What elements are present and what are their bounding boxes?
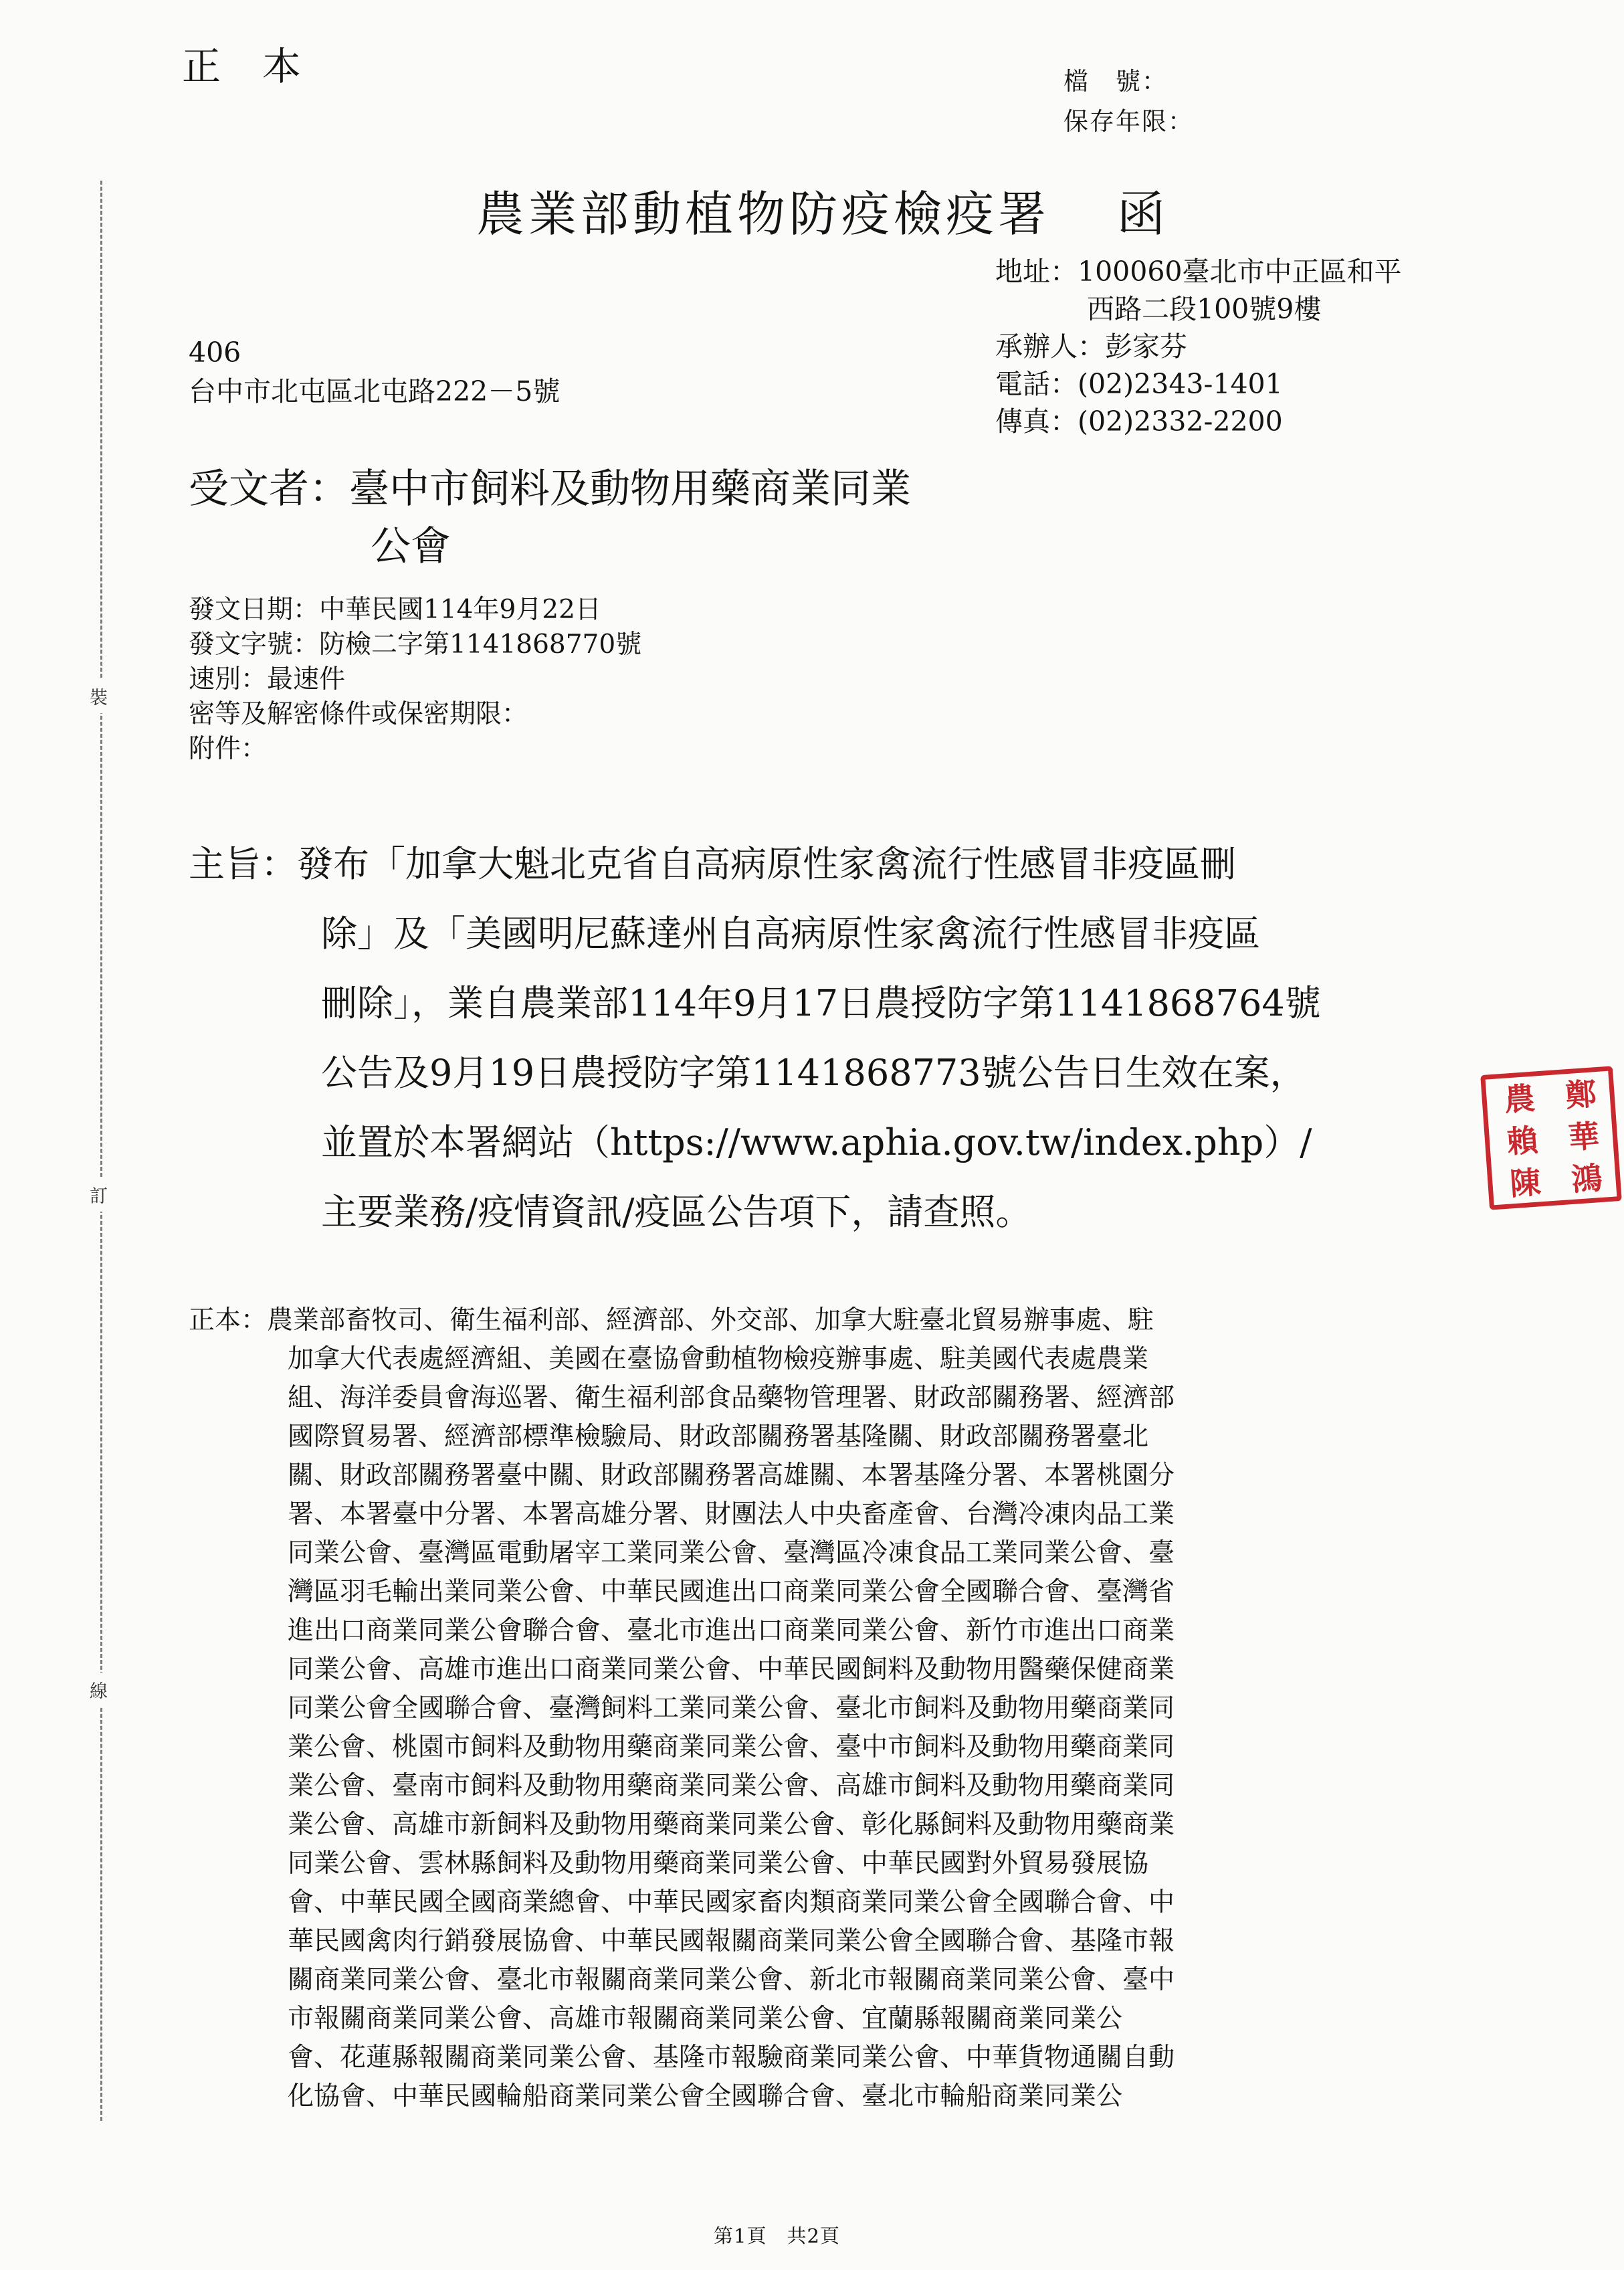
distribution-line: 業公會、桃園市飼料及動物用藥商業同業公會、臺中市飼料及動物用藥商業同 bbox=[288, 1732, 1175, 1762]
copy-label: 正本 bbox=[182, 43, 343, 89]
distribution-line: 正本：農業部畜牧司、衛生福利部、經濟部、外交部、加拿大駐臺北貿易辦事處、駐 bbox=[189, 1305, 1154, 1335]
speed-class: 速別：最速件 bbox=[189, 664, 346, 694]
page-footer: 第1頁 共2頁 bbox=[714, 2225, 840, 2247]
sender-contact bbox=[995, 253, 1402, 440]
secrecy-level: 密等及解密條件或保密期限： bbox=[189, 699, 528, 729]
distribution-list bbox=[189, 1301, 1175, 2116]
subject-line: 除」及「美國明尼蘇達州自高病原性家禽流行性感冒非疫區 bbox=[321, 913, 1260, 955]
handler: 承辦人：彭家芬 bbox=[995, 330, 1187, 363]
subject-line: 刪除」，業自農業部114年9月17日農授防字第1141868764號 bbox=[321, 982, 1321, 1024]
distribution-line: 同業公會、高雄市進出口商業同業公會、中華民國飼料及動物用醫藥保健商業 bbox=[288, 1654, 1175, 1685]
seal-char: 鄭 bbox=[1559, 1077, 1599, 1111]
recipient-line2: 公會 bbox=[371, 523, 451, 570]
distribution-line: 華民國禽肉行銷發展協會、中華民國報關商業同業公會全國聯合會、基隆市報 bbox=[288, 1926, 1175, 1956]
distribution-line: 進出口商業同業公會聯合會、臺北市進出口商業同業公會、新竹市進出口商業 bbox=[288, 1616, 1175, 1646]
binding-mark-xian: 線 bbox=[88, 1673, 109, 1707]
distribution-line: 灣區羽毛輸出業同業公會、中華民國進出口商業同業公會全國聯合會、臺灣省 bbox=[288, 1577, 1175, 1607]
attachment: 附件： bbox=[189, 734, 268, 764]
fax: 傳真：(02)2332-2200 bbox=[995, 405, 1283, 438]
subject-line: 並置於本署網站（https://www.aphia.gov.tw/index.php）/ bbox=[321, 1121, 1312, 1163]
subject-line: 公告及9月19日農授防字第1141868773號公告日生效在案， bbox=[321, 1052, 1306, 1094]
recipient-address bbox=[189, 333, 560, 411]
distribution-line: 業公會、臺南市飼料及動物用藥商業同業公會、高雄市飼料及動物用藥商業同 bbox=[288, 1771, 1175, 1801]
seal-char: 陳 bbox=[1504, 1165, 1543, 1199]
recipient-line1: 受文者：臺中市飼料及動物用藥商業同業 bbox=[189, 466, 911, 512]
sender-address-line2: 西路二段100號9樓 bbox=[1087, 293, 1322, 325]
file-meta bbox=[1063, 62, 1194, 142]
distribution-line: 會、花蓮縣報關商業同業公會、基隆市報驗商業同業公會、中華貨物通關自動 bbox=[288, 2043, 1175, 2073]
recipient bbox=[189, 460, 911, 575]
phone: 電話：(02)2343-1401 bbox=[995, 368, 1283, 400]
seal-char: 賴 bbox=[1501, 1123, 1540, 1157]
distribution-line: 署、本署臺中分署、本署高雄分署、財團法人中央畜產會、台灣冷凍肉品工業 bbox=[288, 1499, 1175, 1529]
subject-block bbox=[189, 830, 1321, 1247]
distribution-line: 關商業同業公會、臺北市報關商業同業公會、新北市報關商業同業公會、臺中 bbox=[288, 1965, 1175, 1995]
distribution-line: 關、財政部關務署臺中關、財政部關務署高雄關、本署基隆分署、本署桃園分 bbox=[288, 1460, 1175, 1491]
distribution-line: 國際貿易署、經濟部標準檢驗局、財政部關務署基隆關、財政部關務署臺北 bbox=[288, 1422, 1149, 1452]
file-number-label: 檔 號： bbox=[1063, 67, 1168, 96]
distribution-line: 同業公會、雲林縣飼料及動物用藥商業同業公會、中華民國對外貿易發展協 bbox=[288, 1849, 1149, 1879]
distribution-line: 市報關商業同業公會、高雄市報關商業同業公會、宜蘭縣報關商業同業公 bbox=[288, 2004, 1123, 2034]
distribution-line: 同業公會、臺灣區電動屠宰工業同業公會、臺灣區冷凍食品工業同業公會、臺 bbox=[288, 1538, 1175, 1568]
document-number: 發文字號：防檢二字第1141868770號 bbox=[189, 630, 642, 660]
seal-char: 鴻 bbox=[1565, 1161, 1604, 1195]
distribution-line: 業公會、高雄市新飼料及動物用藥商業同業公會、彰化縣飼料及動物用藥商業 bbox=[288, 1810, 1175, 1840]
distribution-line: 會、中華民國全國商業總會、中華民國家畜肉類商業同業公會全國聯合會、中 bbox=[288, 1887, 1175, 1917]
postal-code: 406 bbox=[189, 337, 241, 369]
distribution-line: 化協會、中華民國輪船商業同業公會全國聯合會、臺北市輪船商業同業公 bbox=[288, 2081, 1123, 2111]
sender-address-line1: 地址：100060臺北市中正區和平 bbox=[995, 256, 1402, 288]
binding-line bbox=[100, 181, 102, 2121]
issue-date: 發文日期：中華民國114年9月22日 bbox=[189, 595, 601, 625]
subject-line: 主旨：發布「加拿大魁北克省自高病原性家禽流行性感冒非疫區刪 bbox=[189, 843, 1236, 885]
distribution-line: 同業公會全國聯合會、臺灣飼料工業同業公會、臺北市飼料及動物用藥商業同 bbox=[288, 1693, 1175, 1723]
subject-line: 主要業務/疫情資訊/疫區公告項下，請查照。 bbox=[321, 1191, 1032, 1233]
document-meta bbox=[189, 593, 641, 767]
binding-mark-ding: 訂 bbox=[88, 1177, 109, 1212]
binding-mark-zhuang: 裝 bbox=[88, 679, 109, 713]
retention-label: 保存年限： bbox=[1063, 107, 1194, 136]
seal-char: 華 bbox=[1562, 1119, 1601, 1153]
document-title bbox=[476, 175, 1169, 245]
agency-name: 農業部動植物防疫檢疫署 bbox=[476, 186, 1051, 242]
document-type: 函 bbox=[1117, 186, 1170, 242]
official-seal bbox=[1480, 1066, 1622, 1210]
distribution-line: 加拿大代表處經濟組、美國在臺協會動植物檢疫辦事處、駐美國代表處農業 bbox=[288, 1344, 1149, 1374]
distribution-line: 組、海洋委員會海巡署、衛生福利部食品藥物管理署、財政部關務署、經濟部 bbox=[288, 1383, 1175, 1413]
seal-char: 農 bbox=[1498, 1081, 1537, 1115]
street-address: 台中市北屯區北屯路222－5號 bbox=[189, 375, 561, 407]
